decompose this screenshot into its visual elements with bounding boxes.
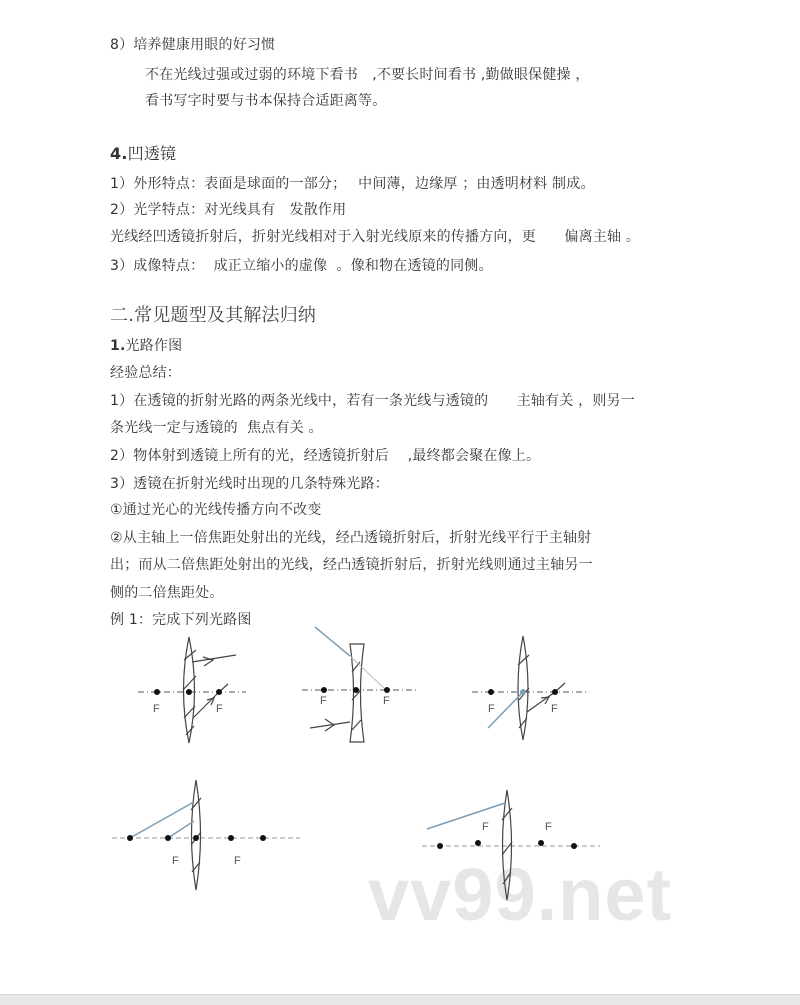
focus-label: F <box>545 821 552 833</box>
concave-num: 4. <box>110 144 128 163</box>
summary-line: ②从主轴上一倍焦距处射出的光线，经凸透镜折射后，折射光线平行于主轴射 <box>110 530 592 546</box>
sub-title: 光路作图 <box>125 338 183 354</box>
concave-title: 凹透镜 <box>127 144 177 163</box>
focus-label: F <box>234 855 241 867</box>
focus-label: F <box>216 703 223 715</box>
focus-label: F <box>172 855 179 867</box>
section8-line2: 看书写字时要与书本保持合适距离等。 <box>145 93 387 109</box>
focus-label: F <box>320 695 327 707</box>
diagram-convex-1 <box>138 637 246 743</box>
section8-title: 8）培养健康用眼的好习惯 <box>110 37 276 53</box>
section8-line1: 不在光线过强或过弱的环境下看书 ,不要长时间看书 ,勤做眼保健操 ， <box>145 67 590 83</box>
watermark: vv99.net <box>368 853 673 936</box>
focus-label: F <box>488 703 495 715</box>
example-label: 例 1：完成下列光路图 <box>110 612 252 628</box>
summary-line: 侧的二倍焦距处。 <box>110 585 224 601</box>
part2-title: 二.常见题型及其解法归纳 <box>110 305 317 326</box>
summary-line: 3）透镜在折射光线时出现的几条特殊光路： <box>110 476 389 492</box>
focus-label: F <box>383 695 390 707</box>
sub-num: 1. <box>110 338 126 354</box>
concave-item: 3）成像特点： 成正立缩小的虚像 。像和物在透镜的同侧。 <box>110 258 493 274</box>
concave-item: 2）光学特点：对光线具有 发散作用 <box>110 202 347 218</box>
concave-item: 光线经凹透镜折射后，折射光线相对于入射光线原来的传播方向，更 偏离主轴 。 <box>110 229 641 245</box>
summary-line: 条光线一定与透镜的 焦点有关 。 <box>110 420 323 436</box>
diagram-convex-2 <box>472 636 586 740</box>
summary-label: 经验总结： <box>110 365 181 381</box>
focus-label: F <box>153 703 160 715</box>
summary-line: ①通过光心的光线传播方向不改变 <box>110 502 322 518</box>
summary-line: 2）物体射到透镜上所有的光，经透镜折射后 ,最终都会聚在像上。 <box>110 448 541 464</box>
summary-line: 出；而从二倍焦距处射出的光线，经凸透镜折射后，折射光线则通过主轴另一 <box>110 557 593 573</box>
focus-label: F <box>482 821 489 833</box>
page-bottom-edge <box>0 994 800 1005</box>
concave-item: 1）外形特点：表面是球面的一部分； 中间薄，边缘厚 ；由透明材料 制成。 <box>110 176 595 192</box>
diagram-concave <box>302 627 416 742</box>
focus-label: F <box>551 703 558 715</box>
summary-line: 1）在透镜的折射光路的两条光线中，若有一条光线与透镜的 主轴有关 ，则另一 <box>110 393 635 409</box>
diagram-convex-3 <box>112 780 300 890</box>
